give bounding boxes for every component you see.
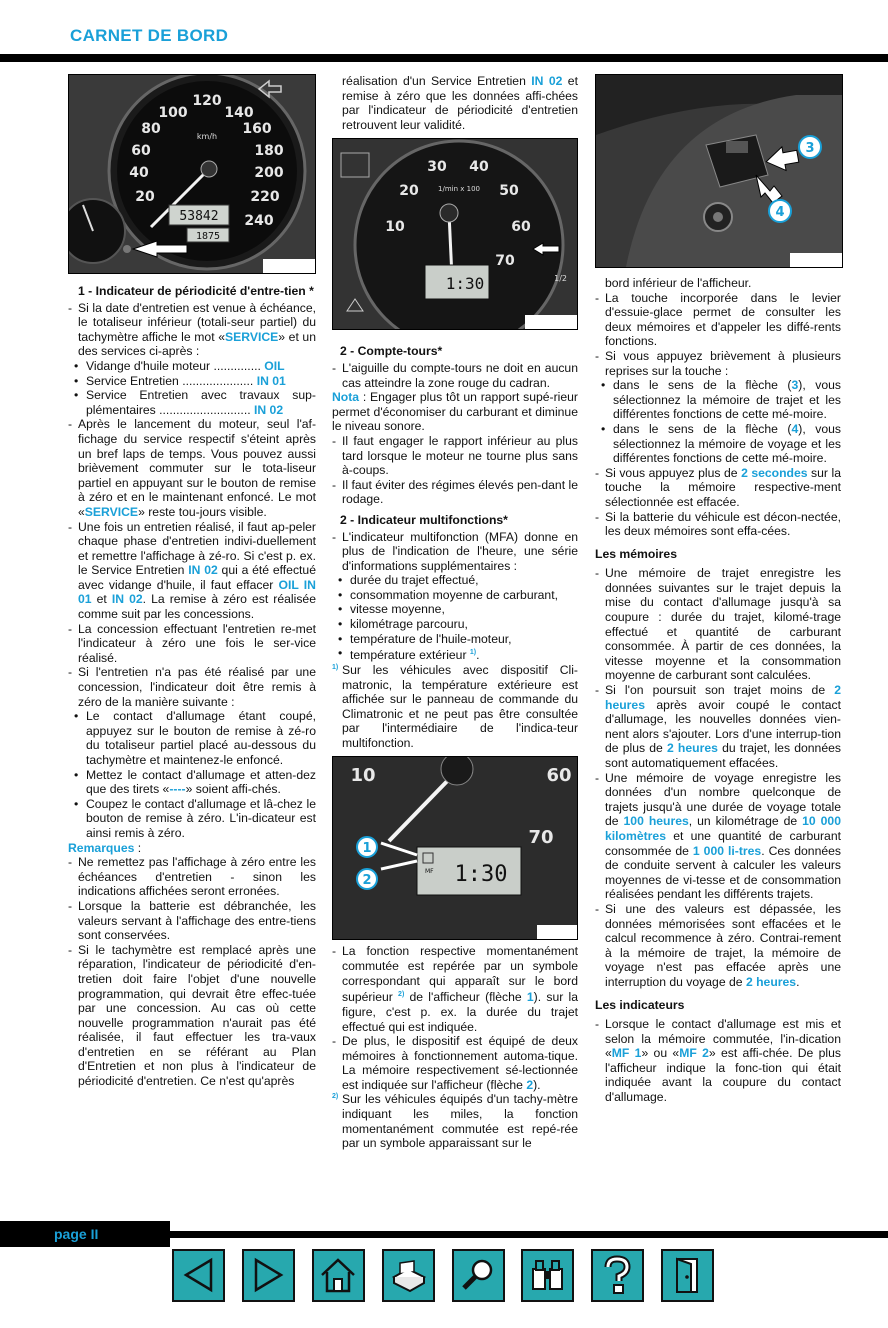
speed-tick-100: 100 — [158, 105, 188, 121]
page-header-title: CARNET DE BORD — [70, 26, 229, 45]
callout-4: 4 — [775, 205, 785, 220]
paragraph: - Lorsque la batterie est débranchée, les valeurs servant à l'affichage des entre-tiens sont conservées. — [68, 899, 316, 943]
speed-tick-240: 240 — [244, 213, 274, 229]
paragraph: bord inférieur de l'afficheur. — [605, 276, 752, 290]
rpm-tick-30: 30 — [427, 159, 447, 176]
rpm-unit: 1/min x 100 — [438, 185, 480, 194]
rpm-tick-10: 10 — [385, 219, 405, 236]
help-button[interactable] — [591, 1249, 644, 1302]
mfa-tick-70: 70 — [528, 827, 554, 849]
printer-icon — [388, 1255, 429, 1296]
footnote: 2) Sur les véhicules équipés d'un tachy-mètre indiquant les miles, la fonction momentanément commutée est repé-rée par un symbole apparaissant sur le — [332, 1092, 578, 1151]
paragraph: - L'aiguille du compte-tours ne doit en aucun cas atteindre la zone rouge du cadran. — [332, 361, 578, 390]
exit-button[interactable] — [661, 1249, 714, 1302]
trip-readout: 1875 — [195, 231, 221, 242]
wiper-lever-photo — [595, 74, 843, 268]
speed-tick-120: 120 — [192, 93, 222, 109]
paragraph: - Il faut éviter des régimes élevés pen-dant le rodage. — [332, 478, 578, 507]
find-button[interactable] — [521, 1249, 574, 1302]
paragraph: - Si vous appuyez plus de 2 secondes sur la touche la mémoire respective-ment sélectionnée est effacée. — [595, 466, 841, 510]
arrow-right-icon — [248, 1255, 289, 1296]
magnifier-icon — [458, 1255, 499, 1296]
column-1 — [68, 74, 316, 1089]
speed-tick-140: 140 — [224, 105, 254, 121]
paragraph: - Une mémoire de voyage enregistre les données d'un nombre quelconque de trajets jusqu'à une durée de voyage totale de 100 heures, un kilométrage de 10 000 kilomètres et une quantité de carburant consommée de 1 000 li-tres. Ces données de conduite servent à calculer les valeurs moyennes de vi-tesse et de consommation réalisées pendant les différents trajets. — [595, 771, 841, 902]
exit-door-icon — [667, 1255, 708, 1296]
list-item: • Service Entretien ..................... IN 01 — [68, 374, 316, 389]
mfa-tick-60: 60 — [546, 765, 572, 787]
section-heading-2: 2 - Compte-tours* — [340, 344, 443, 359]
paragraph: - Si la batterie du véhicule est décon-nectée, les deux mémoires sont effa-cées. — [595, 510, 841, 539]
tachometer-photo — [332, 138, 578, 330]
callout-2: 2 — [362, 873, 372, 889]
paragraph: réalisation d'un Service Entretien IN 02 et remise à zéro que les données affi-chées par l'indicateur de périodicité d'entretien retrouvent leur validité. — [342, 74, 578, 132]
paragraph: - Une mémoire de trajet enregistre les données suivantes sur le trajet depuis la mise du contact d'allumage jusqu'à sa coupure : durée du trajet, kilomé-trage effectué et quantité de carburant consommée. À partir de ces données, la vitesse moyenne et la consommation moyenne de carburant sont calculées. — [595, 566, 841, 683]
column-3 — [595, 74, 841, 1105]
callout-3: 3 — [805, 141, 815, 156]
list-item: • Service Entretien avec travaux sup-plémentaires ........................... IN 02 — [68, 388, 316, 417]
paragraph: - De plus, le dispositif est équipé de deux mémoires à fonctionnement automa-tique. La mémoire respectivement sé-lectionnée est indiquée sur l'afficheur (flèche 2). — [332, 1034, 578, 1092]
mfa-tick-10: 10 — [350, 765, 376, 787]
speedometer-photo — [68, 74, 316, 274]
section-heading-memories: Les mémoires — [595, 546, 677, 561]
mfa-clock-readout: 1:30 — [454, 862, 508, 888]
list-item: • Vidange d'huile moteur .............. OIL — [68, 359, 316, 374]
section-heading-1: 1 - Indicateur de périodicité d'entre-tien * — [78, 284, 314, 298]
speed-tick-200: 200 — [254, 165, 284, 181]
binoculars-icon — [527, 1255, 568, 1296]
list-item: • consommation moyenne de carburant, — [332, 588, 578, 603]
paragraph: - Une fois un entretien réalisé, il faut ap-peler chaque phase d'entretien indivi-duellement et remettre l'affichage à zé-ro. Si c'est p. ex. le Service Entretien IN 02 qui a été effectué avec vidange d'huile, il faut effacer OIL IN 01 et IN 02. La remise à zéro est réalisée comme suit par les concessions. — [68, 520, 316, 622]
paragraph: - L'indicateur multifonction (MFA) donne en plus de l'indication de l'heure, une série d'informations supplémentaires : — [332, 530, 578, 574]
list-item: • kilométrage parcouru, — [332, 617, 578, 632]
list-item: • température extérieur $^{1)}$. — [332, 646, 578, 663]
speed-tick-20: 20 — [135, 189, 155, 205]
fuel-half-label: 1/2 — [554, 274, 567, 284]
note: Nota : Engager plus tôt un rapport supé-rieur permet d'économiser du carburant et diminue le niveau sonore. — [332, 390, 578, 434]
paragraph: - Si vous appuyez brièvement à plusieurs reprises sur la touche : — [595, 349, 841, 378]
speed-tick-220: 220 — [250, 189, 280, 205]
rpm-tick-40: 40 — [469, 159, 489, 176]
rpm-tick-70: 70 — [495, 253, 515, 270]
mfa-mf-label: MF — [425, 868, 434, 876]
paragraph: - Si la date d'entretien est venue à échéance, le totaliseur inférieur (totali-seur partiel) du tachymètre affiche le mot «SERVICE» et un des services ci-après : — [68, 301, 316, 359]
list-item: • dans le sens de la flèche (4), vous sélectionnez la mémoire de voyage et les différentes fonctions de cette mé-moire. — [595, 422, 841, 466]
print-button[interactable] — [382, 1249, 435, 1302]
clock-readout: 1:30 — [445, 274, 485, 294]
list-item: • durée du trajet effectué, — [332, 573, 578, 588]
remarks-heading: Remarques : — [68, 840, 142, 855]
odometer-readout: 53842 — [179, 209, 219, 224]
speed-unit: km/h — [196, 132, 218, 141]
paragraph: - Après le lancement du moteur, seul l'af-fichage du service respectif s'éteint après un bref laps de temps. Vous pouvez aussi brièvement commuter sur le tota-liseur partiel en appuyant sur le bouton de remise à zéro et en le maintenant enfoncé. Le mot «SERVICE» reste tou-jours visible. — [68, 417, 316, 519]
paragraph: - La concession effectuant l'entretien re-met l'indicateur à zéro une fois le ser-vice réalisé. — [68, 622, 316, 666]
column-2 — [332, 74, 578, 1151]
multifunction-display-photo — [332, 756, 578, 940]
list-item: • Mettez le contact d'allumage et atten-dez que des tirets «----» soient affi-chés. — [68, 768, 316, 797]
rpm-tick-20: 20 — [399, 183, 419, 200]
rpm-tick-50: 50 — [499, 183, 519, 200]
help-icon — [597, 1255, 638, 1296]
list-item: • dans le sens de la flèche (3), vous sélectionnez la mémoire de trajet et les différentes fonctions de cette mé-moire. — [595, 378, 841, 422]
paragraph: - La fonction respective momentanément commutée est repérée par un symbole correspondant qui apparaît sur le bord supérieur $^{2)}$ de l'afficheur (flèche 1). sur la figure, c'est p. ex. la durée du trajet effectué qui est indiquée. — [332, 944, 578, 1034]
home-icon — [318, 1255, 359, 1296]
search-button[interactable] — [452, 1249, 505, 1302]
paragraph: - Si l'on poursuit son trajet moins de 2 heures après avoir coupé le contact d'allumage, les nouvelles données vien-nent alors s'ajouter. Lors d'une interrup-tion de plus de 2 heures du trajet, les données sont automatiquement effacées. — [595, 683, 841, 771]
page-number: page II — [54, 1226, 99, 1242]
section-heading-3: 2 - Indicateur multifonctions* — [340, 512, 508, 527]
speed-tick-60: 60 — [131, 143, 151, 159]
speed-tick-80: 80 — [141, 121, 161, 137]
speed-tick-40: 40 — [129, 165, 149, 181]
list-item: • Coupez le contact d'allumage et lâ-chez le bouton de remise à zéro. L'in-dicateur est ainsi remis à zéro. — [68, 797, 316, 841]
list-item: • température de l'huile-moteur, — [332, 632, 578, 647]
home-button[interactable] — [312, 1249, 365, 1302]
section-heading-indicators: Les indicateurs — [595, 997, 685, 1012]
paragraph: - Il faut engager le rapport inférieur au plus tard lorsque le moteur ne tourne plus sans à-coups. — [332, 434, 578, 478]
speed-tick-160: 160 — [242, 121, 272, 137]
paragraph: - Lorsque le contact d'allumage est mis et selon la mémoire commutée, l'in-dication «MF 1» ou «MF 2» est affi-chée. De plus l'afficheur indique la fonc-tion qui était indiquée avant la coupure du contact d'allumage. — [595, 1017, 841, 1105]
list-item: • vitesse moyenne, — [332, 602, 578, 617]
previous-page-button[interactable] — [172, 1249, 225, 1302]
next-page-button[interactable] — [242, 1249, 295, 1302]
list-item: • Le contact d'allumage étant coupé, appuyez sur le bouton de remise à zé-ro du totaliseur partiel placé au-dessous du tachymètre et maintenez-le enfoncé. — [68, 709, 316, 767]
footnote: 1) Sur les véhicules avec dispositif Cli-matronic, la température extérieure est affichée sur le panneau de commande du Climatronic et ne peut pas être consultée par l'intermédiaire de l'indica-teur multifonction. — [332, 662, 578, 750]
arrow-left-icon — [178, 1255, 219, 1296]
paragraph: - Si une des valeurs est dépassée, les données mémorisées sont effacées et le calcul recommence à zéro. Contrai-rement à la mémoire de trajet, la mémoire de voyage n'est pas effacée après une interruption du voyage de 2 heures. — [595, 902, 841, 990]
paragraph: - Si le tachymètre est remplacé après une réparation, l'indicateur de périodicité d'en-tretien doit faire l'objet d'une nouvelle programmation, qui devrait être effec-tuée par une concession. Au cas où cette nouvelle programmation n'aurait pas été réalisée, il faut effectuer les tra-vaux d'entretien en se référant au Plan d'Entretien et non plus à l'indicateur de périodicité d'entretien. Ce n'est qu'après — [68, 943, 316, 1089]
paragraph: - Ne remettez pas l'affichage à zéro entre les échéances d'entretien - sinon les indications affichées seront erronées. — [68, 855, 316, 899]
speed-tick-180: 180 — [254, 143, 284, 159]
paragraph: - La touche incorporée dans le levier d'essuie-glace permet de consulter les deux mémoires et d'appeler les diffé-rents fonctions. — [595, 291, 841, 349]
rpm-tick-60: 60 — [511, 219, 531, 236]
header-rule — [0, 54, 888, 62]
paragraph: - Si l'entretien n'a pas été réalisé par une concession, l'indicateur doit être remis à zéro de la manière suivante : — [68, 665, 316, 709]
callout-1: 1 — [362, 841, 372, 857]
